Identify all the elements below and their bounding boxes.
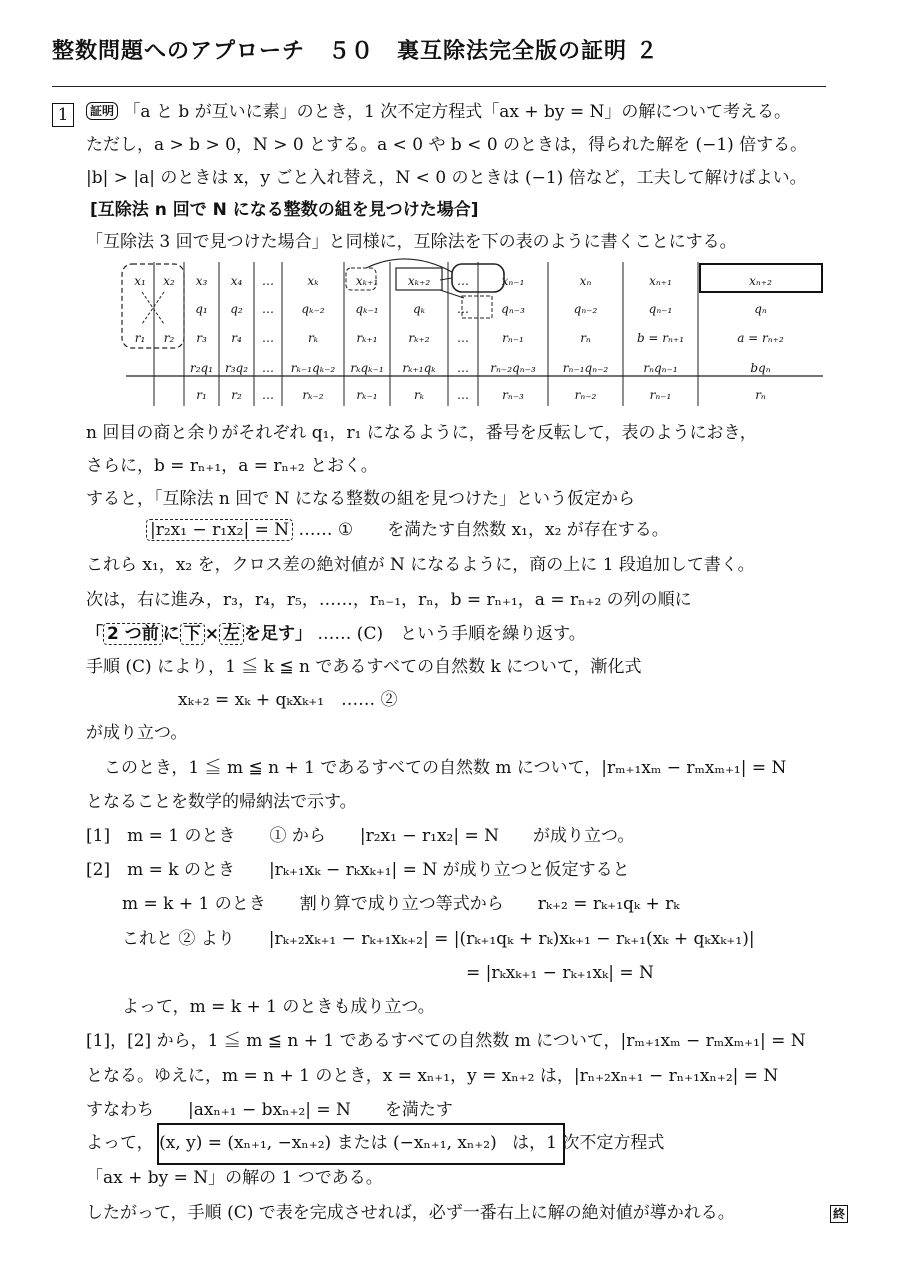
table-cell: …	[262, 361, 274, 375]
table-cell: …	[262, 331, 274, 345]
table-cell: …	[457, 274, 469, 288]
table-cell: xₖ₊₂	[407, 274, 431, 288]
table-cell: rₙ₋₁	[502, 331, 524, 345]
table-cell: …	[262, 274, 274, 288]
table-cell: qₙ	[754, 302, 767, 316]
table-cell: rₖ	[307, 331, 319, 345]
line-8-rest: …… ① を満たす自然数 x₁，x₂ が存在する。	[298, 520, 669, 540]
induction-step-1: [1] m = 1 のとき ① から |r₂x₁ − r₁x₂| = N が成り立つ。	[86, 826, 635, 846]
euclid-table	[118, 258, 828, 406]
line-9: これら x₁，x₂ を，クロス差の絶対値が N になるように，商の上に 1 段追加して書く。	[86, 555, 755, 575]
line-7: すると，「互除法 n 回で N になる整数の組を見つけた」という仮定から	[86, 489, 635, 509]
procedure-open: 「	[86, 624, 103, 644]
table-cell: x₃	[195, 274, 208, 288]
table-cell: …	[262, 302, 274, 316]
table-cell: xₖ₊₁	[355, 274, 379, 288]
table-cell: qₖ₋₁	[355, 302, 379, 316]
table-cell: r₄	[231, 331, 242, 345]
line-11-rest: …… (C) という手順を繰り返す。	[317, 624, 586, 644]
table-cell: r₁	[196, 388, 207, 402]
line-2: ただし，a > b > 0，N > 0 とする。a < 0 や b < 0 のときは，得られた解を (−1) 倍する。	[86, 135, 808, 155]
recurrence-2: xₖ₊₂ = xₖ + qₖxₖ₊₁ …… ②	[178, 690, 398, 710]
line-27: 「ax + by = N」の解の 1 つである。	[86, 1168, 383, 1188]
table-cell: r₂	[231, 388, 242, 402]
page-title: 整数問題へのアプローチ ５０ 裏互除法完全版の証明 ２	[52, 39, 659, 64]
table-cell: …	[457, 302, 469, 316]
table-cell: rₖ	[413, 388, 425, 402]
table-cell: xₙ	[579, 274, 592, 288]
table-cell: xₙ₊₂	[749, 274, 772, 288]
table-cell: rₙ₋₂qₙ₋₃	[490, 361, 536, 375]
induction-step-2: [2] m = k のとき |rₖ₊₁xₖ − rₖxₖ₊₁| = N が成り立つと仮定すると	[86, 860, 630, 880]
table-cell: rₙ₋₁	[649, 388, 672, 402]
table-cell: x₄	[230, 274, 243, 288]
line-20: これと ② より |rₖ₊₂xₖ₊₁ − rₖ₊₁xₖ₊₂| = |(rₖ₊₁qₖ + rₖ)xₖ₊₁ − rₖ₊₁(xₖ + qₖxₖ₊₁)|	[122, 929, 755, 949]
line-10: 次は，右に進み，r₃，r₄，r₅，……，rₙ₋₁，rₙ，b = rₙ₊₁，a = rₙ₊₂ の列の順に	[86, 590, 692, 610]
line-26-pre: よって，	[86, 1133, 154, 1153]
line-25: すなわち |axₙ₊₁ − bxₙ₊₂| = N を満たす	[86, 1100, 453, 1120]
table-cell: rₙ	[580, 331, 591, 345]
table-cell: bqₙ	[750, 361, 771, 375]
table-cell: r₂	[163, 331, 175, 345]
table-cell: rₖ₋₁	[356, 388, 378, 402]
flow-arrow	[366, 259, 452, 272]
line-19: m = k + 1 のとき 割り算で成り立つ等式から rₖ₊₂ = rₖ₊₁qₖ + rₖ	[122, 894, 680, 914]
table-cell: r₁	[134, 331, 146, 345]
table-cell: …	[457, 388, 469, 402]
line-26	[86, 1133, 664, 1153]
table-cell: …	[457, 331, 469, 345]
line-22: よって，m = k + 1 のときも成り立つ。	[122, 997, 435, 1017]
line-28: したがって，手順 (C) で表を完成させれば，必ず一番右上に解の絶対値が導かれる。	[86, 1203, 735, 1223]
table-cell: rₙqₙ₋₁	[643, 361, 678, 375]
table-cell: …	[457, 361, 469, 375]
table-cell: b = rₙ₊₁	[636, 331, 685, 345]
table-cell: x₁	[134, 274, 146, 288]
section-heading: [互除法 n 回で N になる整数の組を見つけた場合]	[90, 200, 479, 220]
line-23: [1]，[2] から，1 ≦ m ≦ n + 1 であるすべての自然数 m について，|rₘ₊₁xₘ − rₘxₘ₊₁| = N	[86, 1031, 806, 1051]
table-cell: rₖ₋₁qₖ₋₂	[290, 361, 336, 375]
table-cell: rₖ₊₂	[408, 331, 430, 345]
table-cell: …	[262, 388, 274, 402]
line-8	[146, 520, 669, 540]
table-cell: r₂q₁	[189, 361, 214, 375]
line-14: が成り立つ。	[86, 723, 188, 743]
line-12: 手順 (C) により，1 ≦ k ≦ n であるすべての自然数 k について，漸化式	[86, 657, 642, 677]
equation-1-box: |r₂x₁ − r₁x₂| = N	[146, 519, 293, 541]
line-21: = |rₖxₖ₊₁ − rₖ₊₁xₖ| = N	[466, 963, 654, 983]
table-cell: qₙ₋₃	[501, 302, 525, 316]
table-cell: rₙ	[755, 388, 766, 402]
table-cell: q₂	[230, 302, 243, 316]
solution-text: (x, y) = (xₙ₊₁, −xₙ₊₂) または (−xₙ₊₁, xₙ₊₂)	[159, 1133, 497, 1153]
table-cell: r₃q₂	[224, 361, 249, 375]
line-6: さらに，b = rₙ₊₁，a = rₙ₊₂ とおく。	[86, 456, 378, 476]
line-4: 「互除法 3 回で見つけた場合」と同様に，互除法を下の表のように書くことにする。	[86, 232, 737, 252]
table-cell: xₙ₋₁	[501, 274, 525, 288]
below-box: 下	[180, 623, 205, 645]
line-26-post: は，1 次不定方程式	[512, 1133, 665, 1153]
procedure-close: を足す」	[244, 624, 312, 644]
table-cell: rₙ₋₁qₙ₋₂	[562, 361, 609, 375]
line-3: |b| > |a| のときは x，y ごと入れ替え，N < 0 のときは (−1) 倍など，工夫して解けばよい。	[86, 168, 807, 188]
table-cell: rₙ₋₂	[574, 388, 597, 402]
line-24: となる。ゆえに，m = n + 1 のとき，x = xₙ₊₁，y = xₙ₊₂ は，|rₙ₊₂xₙ₊₁ − rₙ₊₁xₙ₊₂| = N	[86, 1066, 779, 1086]
table-cell: rₖqₖ₋₁	[350, 361, 384, 375]
line-1	[86, 102, 791, 122]
two-before-box: 2 つ前	[103, 623, 163, 645]
table-cell: rₖ₊₁	[356, 331, 378, 345]
table-cell: x₂	[163, 274, 175, 288]
table-cell: rₖ₋₂	[302, 388, 324, 402]
table-cell: rₖ₊₁qₖ	[402, 361, 436, 375]
table-cell: qₖ	[412, 302, 426, 316]
line-16: となることを数学的帰納法で示す。	[86, 792, 357, 812]
end-mark: 終	[830, 1205, 848, 1223]
procedure-times: ×	[204, 624, 219, 644]
proof-tag: 証明	[86, 102, 118, 120]
table-cell: qₙ₋₂	[573, 302, 598, 316]
procedure-ni: に	[162, 624, 180, 644]
table-cell: xₙ₊₁	[649, 274, 672, 288]
line-5: n 回目の商と余りがそれぞれ q₁，r₁ になるように，番号を反転して，表のようにおき，	[86, 423, 757, 443]
table-cell: q₁	[195, 302, 208, 316]
line-11	[86, 624, 586, 644]
title-divider	[52, 86, 826, 87]
line-15: このとき，1 ≦ m ≦ n + 1 であるすべての自然数 m について，|rₘ₊₁xₘ − rₘxₘ₊₁| = N	[104, 758, 787, 778]
left-box: 左	[219, 623, 244, 645]
table-cell: xₖ	[307, 274, 319, 288]
problem-number: 1	[52, 103, 74, 127]
table-cell: qₖ₋₂	[301, 302, 325, 316]
table-cell: qₙ₋₁	[648, 302, 673, 316]
line-1-text: 「a と b が互いに素」のとき，1 次不定方程式「ax + by = N」の解について考える。	[123, 102, 792, 122]
table-cell: rₙ₋₃	[502, 388, 524, 402]
end-mark-wrap	[830, 1203, 848, 1223]
table-cell: a = rₙ₊₂	[737, 331, 784, 345]
table-cell: r₃	[196, 331, 207, 345]
